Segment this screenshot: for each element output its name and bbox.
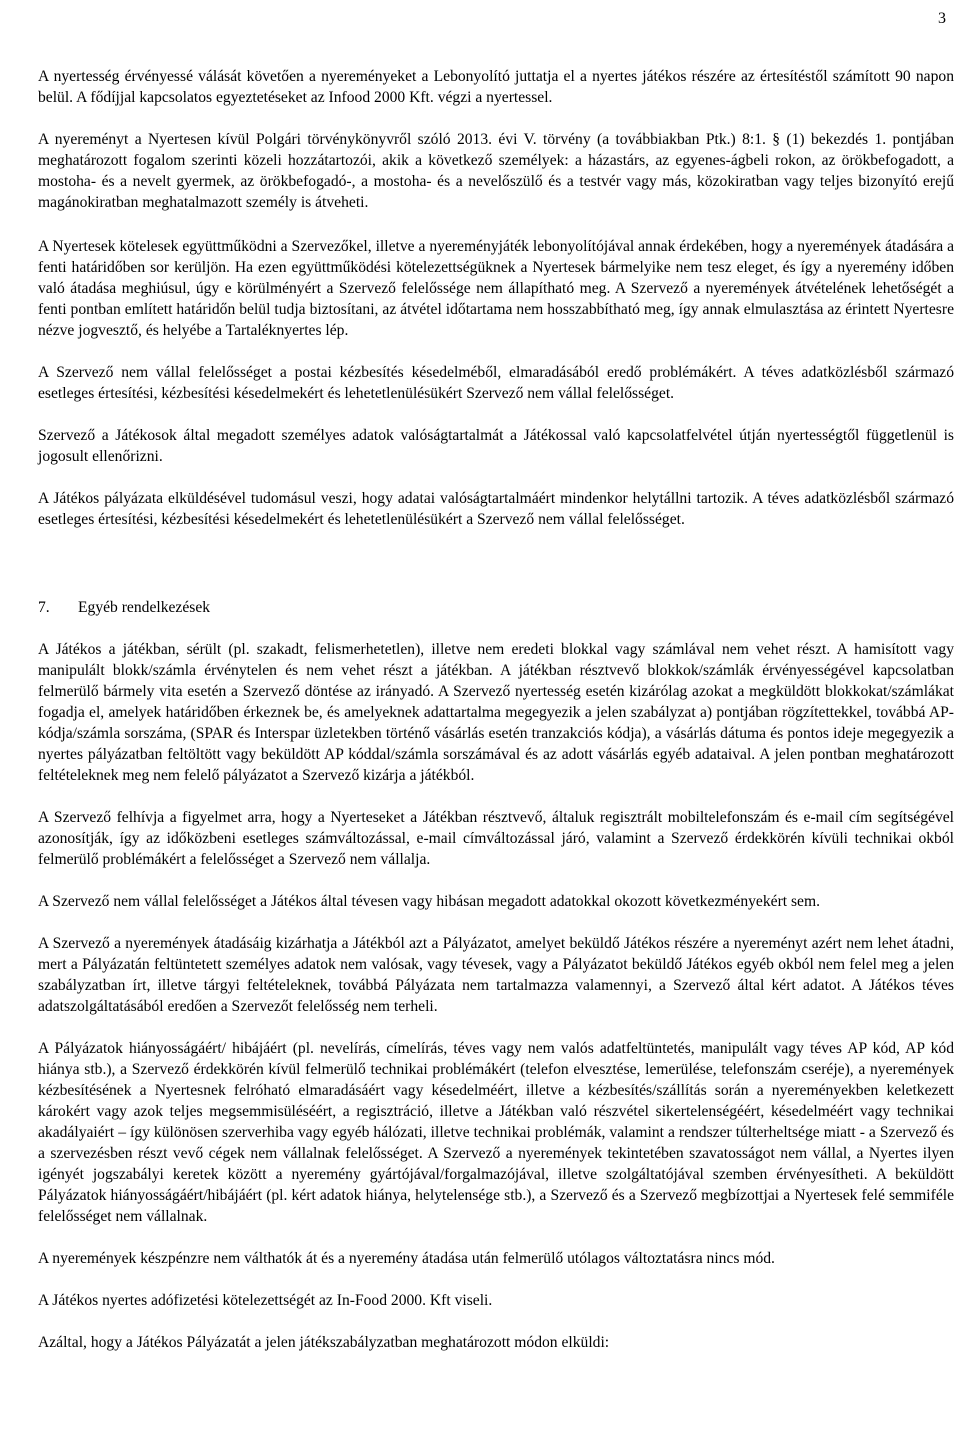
paragraph-exclusion: A Szervező a nyeremények átadásáig kizárhatja a Játékból azt a Pályázatot, amelyet beküldő Játékos részére a nyereményt azért nem lehet átadni, mert a Pályázatán feltüntetett személyes adatok nem valósak, vagy tévesek, vagy a Pályázatot beküldő Játékos egyéb okból nem felel meg a jelen szabályzatban írt, illetve tárgyi feltételeknek, továbbá Pályázata nem tartalmazza valamennyi, a Szervező által kért adatot. A Játékos téves adatszolgáltatásából eredően a Szervezőt felelősség nem terheli. xyxy=(38,935,954,1015)
page-content xyxy=(38,66,954,1353)
paragraph-receipt-validity: A Játékos a játékban, sérült (pl. szakadt, felismerhetetlen), illetve nem eredeti blokkal vagy számlával nem vehet részt. A hamisított vagy manipulált blokk/számla érvénytelen és nem vehet részt a játékban. A játékban résztvevő blokkok/számlák érvényességével kapcsolatban felmerülő bármely vita esetén a Szervező döntése az irányadó. A Szervező nyertesség esetén kizárólag azokat a megküldött blokkokat/számlákat fogadja el, amelyek határidőben érkeznek be, és amelyeknek adattartalma megegyezik a jelen szabályzat a) pontjában rögzítettekkel, továbbá AP-kódja/számla sorszáma, (SPAR és Interspar üzletekben történő vásárlás esetén tranzakciós kódja), a vásárlás dátuma és pontos ideje megegyezik a nyertes pályázatban feltöltött vagy beküldött AP kóddal/számla sorszámával és az adott vásárlás egyéb adataival. A jelen pontban meghatározott feltételeknek meg nem felelő pályázatot a Szervező kizárja a játékból. xyxy=(38,641,954,784)
paragraph-postal-liability: A Szervező nem vállal felelősséget a postai kézbesítés késedelméből, elmaradásából eredő problémákért. A téves adatközlésből származó esetleges értesítési, kézbesítési késedelmekért és lehetetlenülésükért Szervező nem vállal felelősséget. xyxy=(38,364,954,402)
paragraph-prize-recipients: A nyereményt a Nyertesen kívül Polgári törvénykönyvről szóló 2013. évi V. törvény (a továbbiakban Ptk.) 8:1. § (1) bekezdés 1. pontjában meghatározott fogalom szerinti közeli hozzátartozói, akik a következő személyek: a házastárs, az egyenes-ágbeli rokon, az örökbefogadott, a mostoha- és a nevelt gyermek, az örökbefogadó-, a mostoha- és a nevelőszülő és a testvér vagy más, közokiratban vagy teljes bizonyító erejű magánokiratban meghatalmazott személy is átveheti. xyxy=(38,131,954,211)
paragraph-no-cash: A nyeremények készpénzre nem válthatók át és a nyeremény átadása után felmerülő utólagos változtatásra nincs mód. xyxy=(38,1250,775,1267)
section-title: Egyéb rendelkezések xyxy=(78,599,211,616)
paragraph-liability-limits: A Pályázatok hiányosságáért/ hibájáért (pl. nevelírás, címelírás, téves vagy nem valós adatfeltüntetés, manipulált vagy téves AP kód, AP kód hiánya stb.), a Szervező érdekkörén kívül felmerülő technikai problémákért (telefon elvesztése, lemerülése, telefonszám cseréje), a nyeremények kézbesítésének a Nyertesnek felróható elmaradásáért vagy késedelméért, illetve a kézbesítés/szállítás során a nyereményekben keletkezett károkért vagy azok teljes megsemmisüléséért, a regisztráció, illetve a Játékban való részvétel sikertelenségéért, késedelméért vagy technikai akadályaiért – így különösen szerverhiba vagy egyéb hálózati, illetve technikai problémák, valamint a rendszer túlterheltsége miatt - a Szervező és a szervezésben részt vevő cégek nem vállalnak felelősséget. A Szervező a nyeremények tekintetében szavatosságot nem vállal, a Nyertes ilyen igényét jogszabályi keretek között a nyeremény gyártójával/forgalmazójával, illetve szolgáltatójával szemben érvényesítheti. A beküldött Pályázatok hiányosságáért/hibájáért (pl. kért adatok hiánya, helytelensége stb.), a Szervező és a Szervező megbízottjai a Nyertesek felé semmiféle felelősséget nem vállalnak. xyxy=(38,1040,954,1225)
paragraph-prize-delivery: A nyertesség érvényessé válását követően a nyereményeket a Lebonyolító juttatja el a nyertes játékos részére az értesítéstől számított 90 napon belül. A fődíjjal kapcsolatos egyeztetéseket az Infood 2000 Kft. végzi a nyertessel. xyxy=(38,68,954,106)
page-number: 3 xyxy=(938,10,946,27)
paragraph-data-verification: Szervező a Játékosok által megadott személyes adatok valóságtartalmát a Játékossal való kapcsolatfelvétel útján nyertességtől függetlenül is jogosult ellenőrizni. xyxy=(38,427,954,465)
paragraph-identification: A Szervező felhívja a figyelmet arra, hogy a Nyerteseket a Játékban résztvevő, általuk regisztrált mobiltelefonszám és e-mail cím segítségével azonosítják, így az időközbeni esetleges számváltozással, e-mail címváltozással járó, valamint a Szervező érdekkörén kívüli technikai okból felmerülő problémákért a felelősséget a Szervező nem vállalja. xyxy=(38,809,954,868)
paragraph-data-accuracy: A Játékos pályázata elküldésével tudomásul veszi, hogy adatai valóságtartalmáért mindenkor helytállni tartozik. A téves adatközlésből származó esetleges értesítési, kézbesítési késedelmekért és lehetetlenülésükért a Szervező nem vállal felelősséget. xyxy=(38,490,954,528)
section-number: 7. xyxy=(38,599,50,616)
paragraph-tax: A Játékos nyertes adófizetési kötelezettségét az In-Food 2000. Kft viseli. xyxy=(38,1292,493,1309)
paragraph-incorrect-data: A Szervező nem vállal felelősséget a Játékos által tévesen vagy hibásan megadott adatokkal okozott következményekért sem. xyxy=(38,893,821,910)
section-heading xyxy=(38,597,954,618)
paragraph-consent-intro: Azáltal, hogy a Játékos Pályázatát a jelen játékszabályzatban meghatározott módon elküldi: xyxy=(38,1334,610,1351)
paragraph-winner-cooperation: A Nyertesek kötelesek együttműködni a Szervezőkel, illetve a nyereményjáték lebonyolítójával annak érdekében, hogy a nyeremények átadására a fenti határidőben sor kerüljön. Ha ezen együttműködési kötelezettségüknek a Nyertesek bármelyike nem tesz eleget, és így a nyeremény időben való átadása meghiúsul, úgy e körülményért a Szervező felelőssége nem állapítható meg. A Szervező a nyeremények átvételének lehetőségét a fenti pontban említett határidőn belül tudja biztosítani, az átvétel időtartama nem hosszabbítható meg, így annak elmulasztása az érintett Nyertesre nézve jogvesztő, és helyébe a Tartaléknyertes lép. xyxy=(38,238,954,339)
